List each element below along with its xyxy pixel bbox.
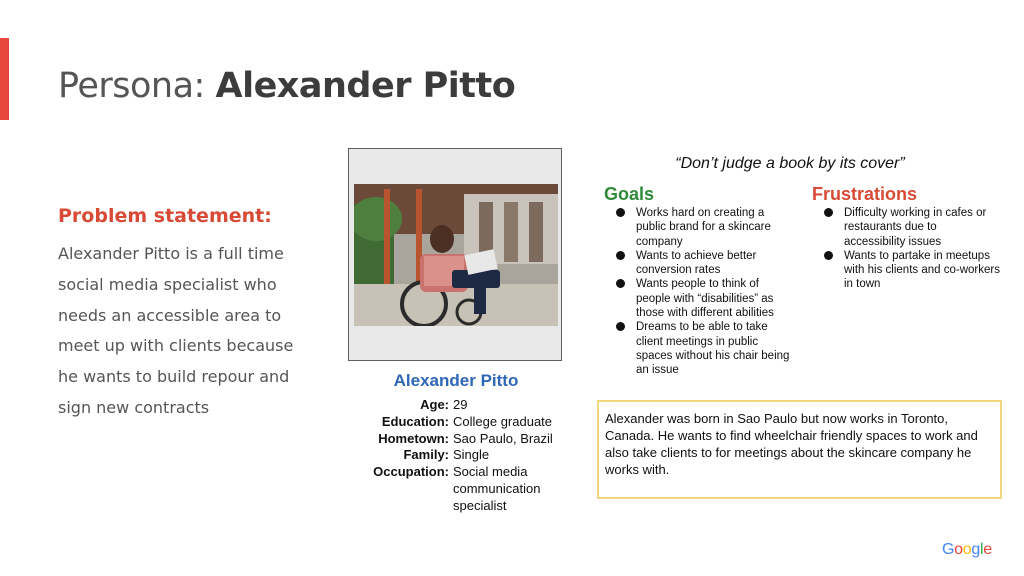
fact-family: Family: Single [403, 447, 490, 463]
slide-title-name: Alexander Pitto [215, 66, 516, 106]
problem-statement-heading: Problem statement: [58, 205, 272, 227]
bullet-icon [616, 279, 625, 288]
goal-item: Wants to achieve better conversion rates [612, 249, 792, 278]
goals-list [612, 206, 792, 378]
frustration-item: Difficulty working in cafes or restaurants due to accessibility issues [820, 206, 1000, 249]
accent-bar [0, 38, 9, 120]
bullet-icon [616, 208, 625, 217]
persona-photo [348, 148, 562, 361]
goal-item: Works hard on creating a public brand for a skincare company [612, 206, 792, 249]
slide-title: Persona: Alexander Pitto [58, 66, 516, 106]
logo-letter: o [954, 541, 963, 558]
fact-age: Age: 29 [420, 397, 468, 412]
fact-occupation: Occupation: Social media communication specialist [373, 464, 541, 513]
logo-letter: G [942, 541, 955, 558]
persona-bio: Alexander was born in Sao Paulo but now works in Toronto, Canada. He wants to find wheelchair friendly spaces to work and also take clients to for meetings about the skincare company he works with. [597, 400, 1002, 499]
persona-facts [360, 397, 580, 515]
fact-hometown: Hometown: Sao Paulo, Brazil [378, 430, 553, 446]
frustrations-heading: Frustrations [812, 184, 918, 204]
google-logo [942, 541, 992, 559]
logo-letter: o [962, 541, 972, 558]
logo-letter: l [979, 541, 984, 558]
fact-education: Education: College graduate [381, 413, 553, 429]
persona-photo-illustration [354, 184, 558, 326]
persona-name: Alexander Pitto [393, 371, 519, 390]
goal-item: Wants people to think of people with “disabilities” as those with different abilities [612, 277, 792, 320]
frustration-item: Wants to partake in meetups with his clients and co-workers in town [820, 249, 1000, 292]
problem-statement-text: Alexander Pitto is a full time social media specialist who needs an accessible area to meet up with clients because he wants to build repour and sign new contracts [58, 244, 294, 417]
bullet-icon [616, 251, 625, 260]
frustrations-list [820, 206, 1000, 292]
logo-letter: e [983, 541, 992, 558]
persona-quote: “Don’t judge a book by its cover” [675, 155, 905, 172]
bullet-icon [824, 208, 833, 217]
bullet-icon [616, 322, 625, 331]
goals-heading: Goals [604, 184, 655, 204]
logo-letter: g [971, 541, 980, 558]
goal-item: Dreams to be able to take client meetings in public spaces without his chair being an issue [612, 320, 792, 377]
bullet-icon [824, 251, 833, 260]
